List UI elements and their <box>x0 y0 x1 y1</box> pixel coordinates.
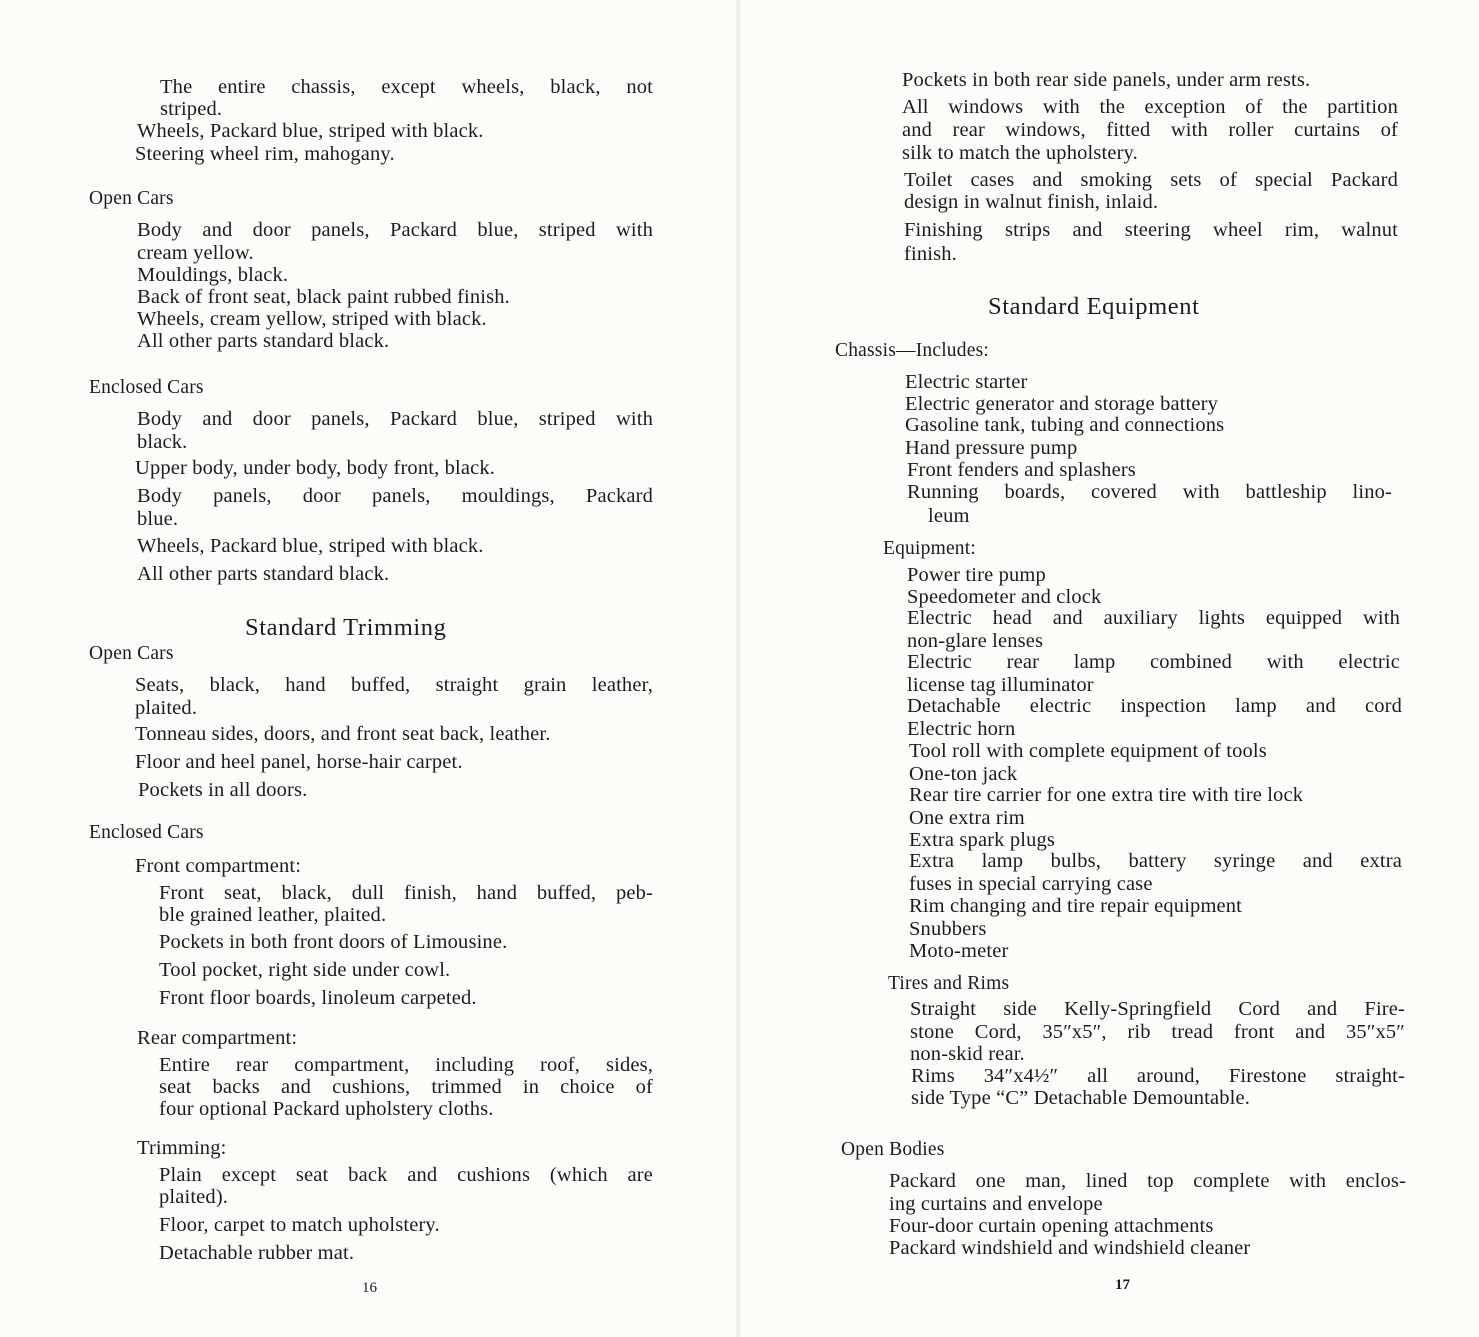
sub-heading: Front compartment: <box>135 855 302 877</box>
text-line: silk to match the upholstery. <box>902 142 1138 164</box>
sub-heading: Trimming: <box>137 1137 227 1159</box>
text-line: Rims 34″x4½″ all around, Firestone straight- <box>911 1065 1405 1087</box>
text-line: Plain except seat back and cushions (which are <box>159 1164 653 1186</box>
section-heading: Enclosed Cars <box>89 377 204 398</box>
text-line: Floor and heel panel, horse-hair carpet. <box>135 751 463 773</box>
text-line: Front seat, black, dull finish, hand buffed, peb- <box>159 882 653 904</box>
list-item: Electric generator and storage battery <box>905 393 1219 415</box>
section-heading: Tires and Rims <box>888 973 1010 994</box>
list-item: Power tire pump <box>907 564 1046 586</box>
list-item: One-ton jack <box>909 763 1018 785</box>
section-heading: Open Cars <box>89 188 174 209</box>
list-item: license tag illuminator <box>907 674 1094 696</box>
list-item: leum <box>928 505 970 527</box>
list-item: Running boards, covered with battleship lino- <box>907 481 1392 503</box>
text-line: stone Cord, 35″x5″, rib tread front and 35″x5″ <box>910 1021 1405 1043</box>
text-line: Pockets in both rear side panels, under arm rests. <box>902 69 1311 91</box>
text-line: Tool pocket, right side under cowl. <box>159 959 451 981</box>
list-item: ing curtains and envelope <box>889 1193 1103 1215</box>
text-line: plaited. <box>135 697 198 719</box>
list-item: One extra rim <box>909 807 1025 829</box>
list-item: Snubbers <box>909 918 987 940</box>
text-line: Steering wheel rim, mahogany. <box>135 143 395 165</box>
text-line: finish. <box>904 243 957 265</box>
text-line: Wheels, Packard blue, striped with black. <box>137 535 484 557</box>
text-line: Wheels, Packard blue, striped with black. <box>137 120 484 142</box>
right-page <box>740 0 1479 1337</box>
list-item: Electric head and auxiliary lights equipped with <box>907 607 1400 629</box>
text-line: Mouldings, black. <box>137 264 289 286</box>
text-line: All other parts standard black. <box>137 330 390 352</box>
text-line: plaited). <box>159 1186 229 1208</box>
text-line: four optional Packard upholstery cloths. <box>159 1098 494 1120</box>
list-item: Packard windshield and windshield cleaner <box>889 1237 1251 1259</box>
text-line: blue. <box>137 508 179 530</box>
list-item: Tool roll with complete equipment of tools <box>909 740 1267 762</box>
text-line: Pockets in both front doors of Limousine. <box>159 931 508 953</box>
page-number: 17 <box>1115 1277 1130 1293</box>
text-line: Wheels, cream yellow, striped with black. <box>137 308 487 330</box>
list-item: Electric horn <box>907 718 1016 740</box>
text-line: Finishing strips and steering wheel rim, walnut <box>904 219 1398 241</box>
list-item: fuses in special carrying case <box>909 873 1153 895</box>
list-item: Hand pressure pump <box>905 437 1078 459</box>
section-heading: Chassis—Includes: <box>835 340 989 361</box>
list-item: Extra lamp bulbs, battery syringe and extra <box>909 850 1402 872</box>
text-line: ble grained leather, plaited. <box>159 904 387 926</box>
section-heading: Enclosed Cars <box>89 822 204 843</box>
list-item: Electric rear lamp combined with electric <box>907 651 1400 673</box>
list-item: Packard one man, lined top complete with enclos- <box>889 1170 1406 1192</box>
text-line: Straight side Kelly-Springfield Cord and Fire- <box>910 998 1405 1020</box>
text-line: cream yellow. <box>137 242 254 264</box>
text-line: non-skid rear. <box>910 1043 1025 1065</box>
text-line: Back of front seat, black paint rubbed finish. <box>137 286 510 308</box>
text-line: Floor, carpet to match upholstery. <box>159 1214 440 1236</box>
text-line: Tonneau sides, doors, and front seat back, leather. <box>135 723 551 745</box>
sub-heading: Rear compartment: <box>137 1027 298 1049</box>
text-line: Body and door panels, Packard blue, striped with <box>137 219 653 241</box>
text-line: side Type “C” Detachable Demountable. <box>911 1087 1251 1109</box>
list-item: Four-door curtain opening attachments <box>889 1215 1214 1237</box>
text-line: All windows with the exception of the partition <box>902 96 1398 118</box>
text-line: The entire chassis, except wheels, black, not <box>160 76 653 98</box>
section-heading: Open Cars <box>89 643 174 664</box>
list-item: Extra spark plugs <box>909 829 1056 851</box>
list-item: Speedometer and clock <box>907 586 1102 608</box>
text-line: All other parts standard black. <box>137 563 390 585</box>
text-line: Detachable rubber mat. <box>159 1242 355 1264</box>
text-line: black. <box>137 431 188 453</box>
section-heading: Equipment: <box>883 538 976 559</box>
list-item: non-glare lenses <box>907 630 1044 652</box>
text-line: Front floor boards, linoleum carpeted. <box>159 987 477 1009</box>
text-line: Body and door panels, Packard blue, striped with <box>137 408 653 430</box>
text-line: Body panels, door panels, mouldings, Packard <box>137 485 653 507</box>
text-line: Entire rear compartment, including roof, sides, <box>159 1054 653 1076</box>
list-item: Detachable electric inspection lamp and cord <box>907 695 1402 717</box>
text-line: Pockets in all doors. <box>138 779 308 801</box>
list-item: Moto-meter <box>909 940 1009 962</box>
section-title: Standard Equipment <box>988 293 1200 320</box>
list-item: Gasoline tank, tubing and connections <box>905 414 1225 436</box>
list-item: Rear tire carrier for one extra tire with tire lock <box>909 784 1304 806</box>
text-line: seat backs and cushions, trimmed in choice of <box>159 1076 653 1098</box>
list-item: Front fenders and splashers <box>907 459 1136 481</box>
text-line: and rear windows, fitted with roller curtains of <box>902 119 1398 141</box>
section-heading: Open Bodies <box>841 1139 945 1160</box>
list-item: Electric starter <box>905 371 1028 393</box>
section-title: Standard Trimming <box>245 614 447 641</box>
text-line: design in walnut finish, inlaid. <box>904 191 1159 213</box>
page-number: 16 <box>362 1280 377 1296</box>
list-item: Rim changing and tire repair equipment <box>909 895 1243 917</box>
text-line: Toilet cases and smoking sets of special Packard <box>904 169 1398 191</box>
text-line: Seats, black, hand buffed, straight grain leather, <box>135 674 653 696</box>
text-line: striped. <box>160 98 223 120</box>
text-line: Upper body, under body, body front, black. <box>135 457 496 479</box>
